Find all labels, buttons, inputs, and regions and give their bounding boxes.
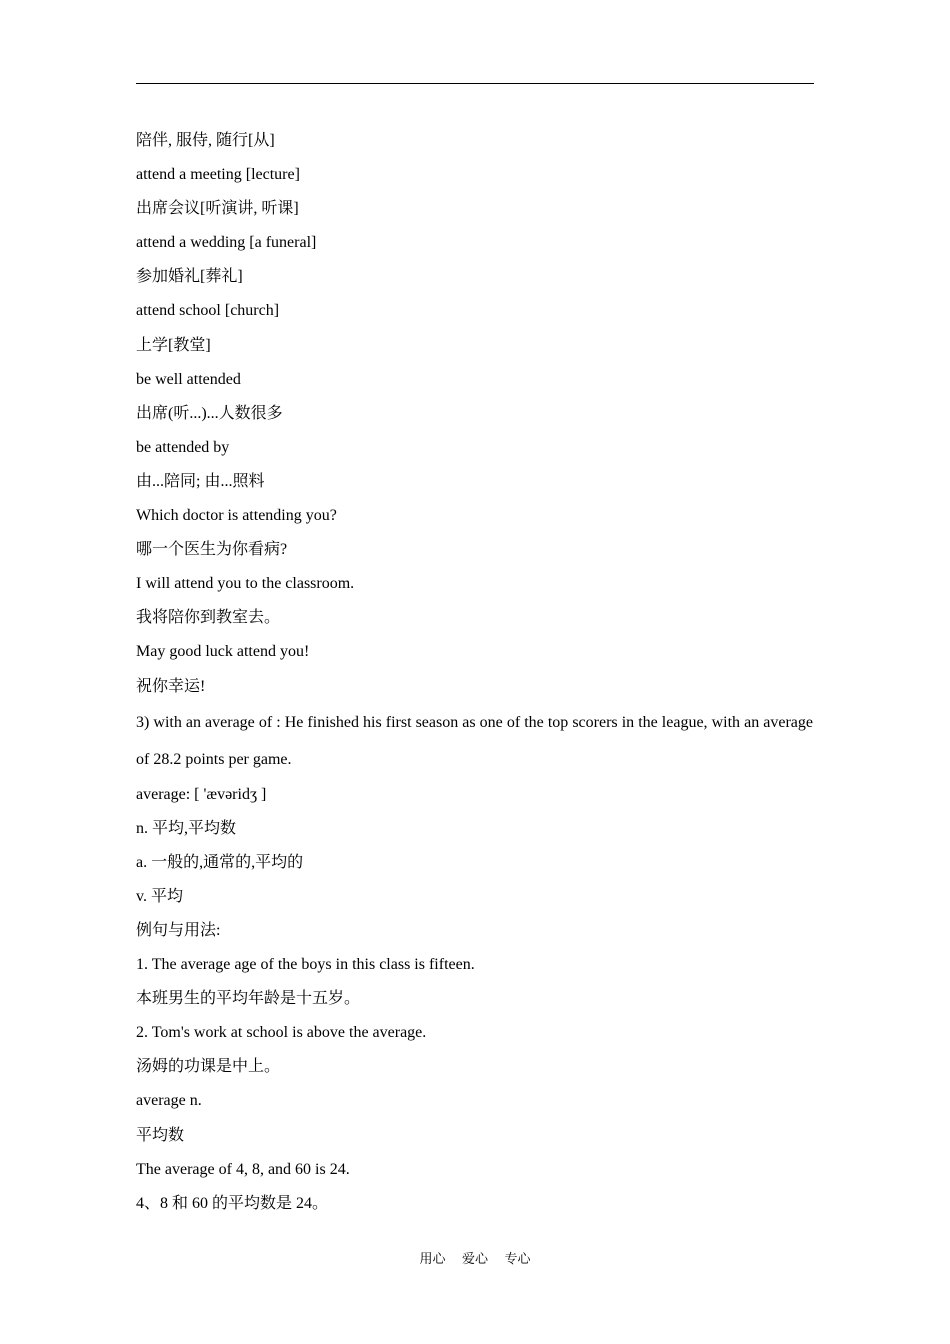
text-line: 2. Tom's work at school is above the average. [136, 1024, 427, 1042]
text-line: attend school [church] [136, 302, 280, 320]
text-line: The average of 4, 8, and 60 is 24. [136, 1160, 350, 1178]
text-line: 汤姆的功课是中上。 [136, 1058, 281, 1076]
text-line: 祝你幸运! [136, 677, 206, 695]
text-line: average: [ 'ævəridʒ ] [136, 785, 267, 803]
text-line: 哪一个医生为你看病? [136, 541, 288, 559]
text-line: 本班男生的平均年龄是十五岁。 [136, 990, 361, 1008]
text-line: 我将陪你到教室去。 [136, 609, 281, 627]
text-line: 陪伴, 服侍, 随行[从] [136, 132, 275, 149]
text-line: 出席会议[听演讲, 听课] [136, 200, 299, 218]
text-line: May good luck attend you! [136, 643, 310, 661]
text-line: 参加婚礼[葬礼] [136, 268, 243, 286]
text-line: v. 平均 [136, 887, 183, 905]
text-line: Which doctor is attending you? [136, 507, 337, 525]
text-line: average n. [136, 1092, 202, 1110]
text-line: 1. The average age of the boys in this class is fifteen. [136, 956, 475, 974]
text-line: 出席(听...)...人数很多 [136, 404, 283, 422]
header-rule [136, 83, 814, 84]
text-line: I will attend you to the classroom. [136, 575, 355, 593]
text-paragraph: 3) with an average of : He finished his first season as one of the top scorers in the league, with an average of 28.2 points per game. [136, 713, 813, 768]
page-footer: 用心 爱心 专心 [419, 1252, 531, 1267]
text-line: 例句与用法: [136, 921, 221, 939]
text-line: 4、8 和 60 的平均数是 24。 [136, 1194, 329, 1212]
text-line: 上学[教堂] [136, 336, 211, 354]
text-line: be attended by [136, 438, 230, 456]
text-line: attend a wedding [a funeral] [136, 234, 317, 252]
text-line: attend a meeting [lecture] [136, 166, 300, 184]
text-line: 平均数 [136, 1126, 185, 1144]
text-line: a. 一般的,通常的,平均的 [136, 853, 304, 871]
text-line: 由...陪同; 由...照料 [136, 472, 265, 490]
text-line: be well attended [136, 370, 241, 388]
document-body [136, 124, 813, 1221]
text-line: n. 平均,平均数 [136, 819, 237, 837]
